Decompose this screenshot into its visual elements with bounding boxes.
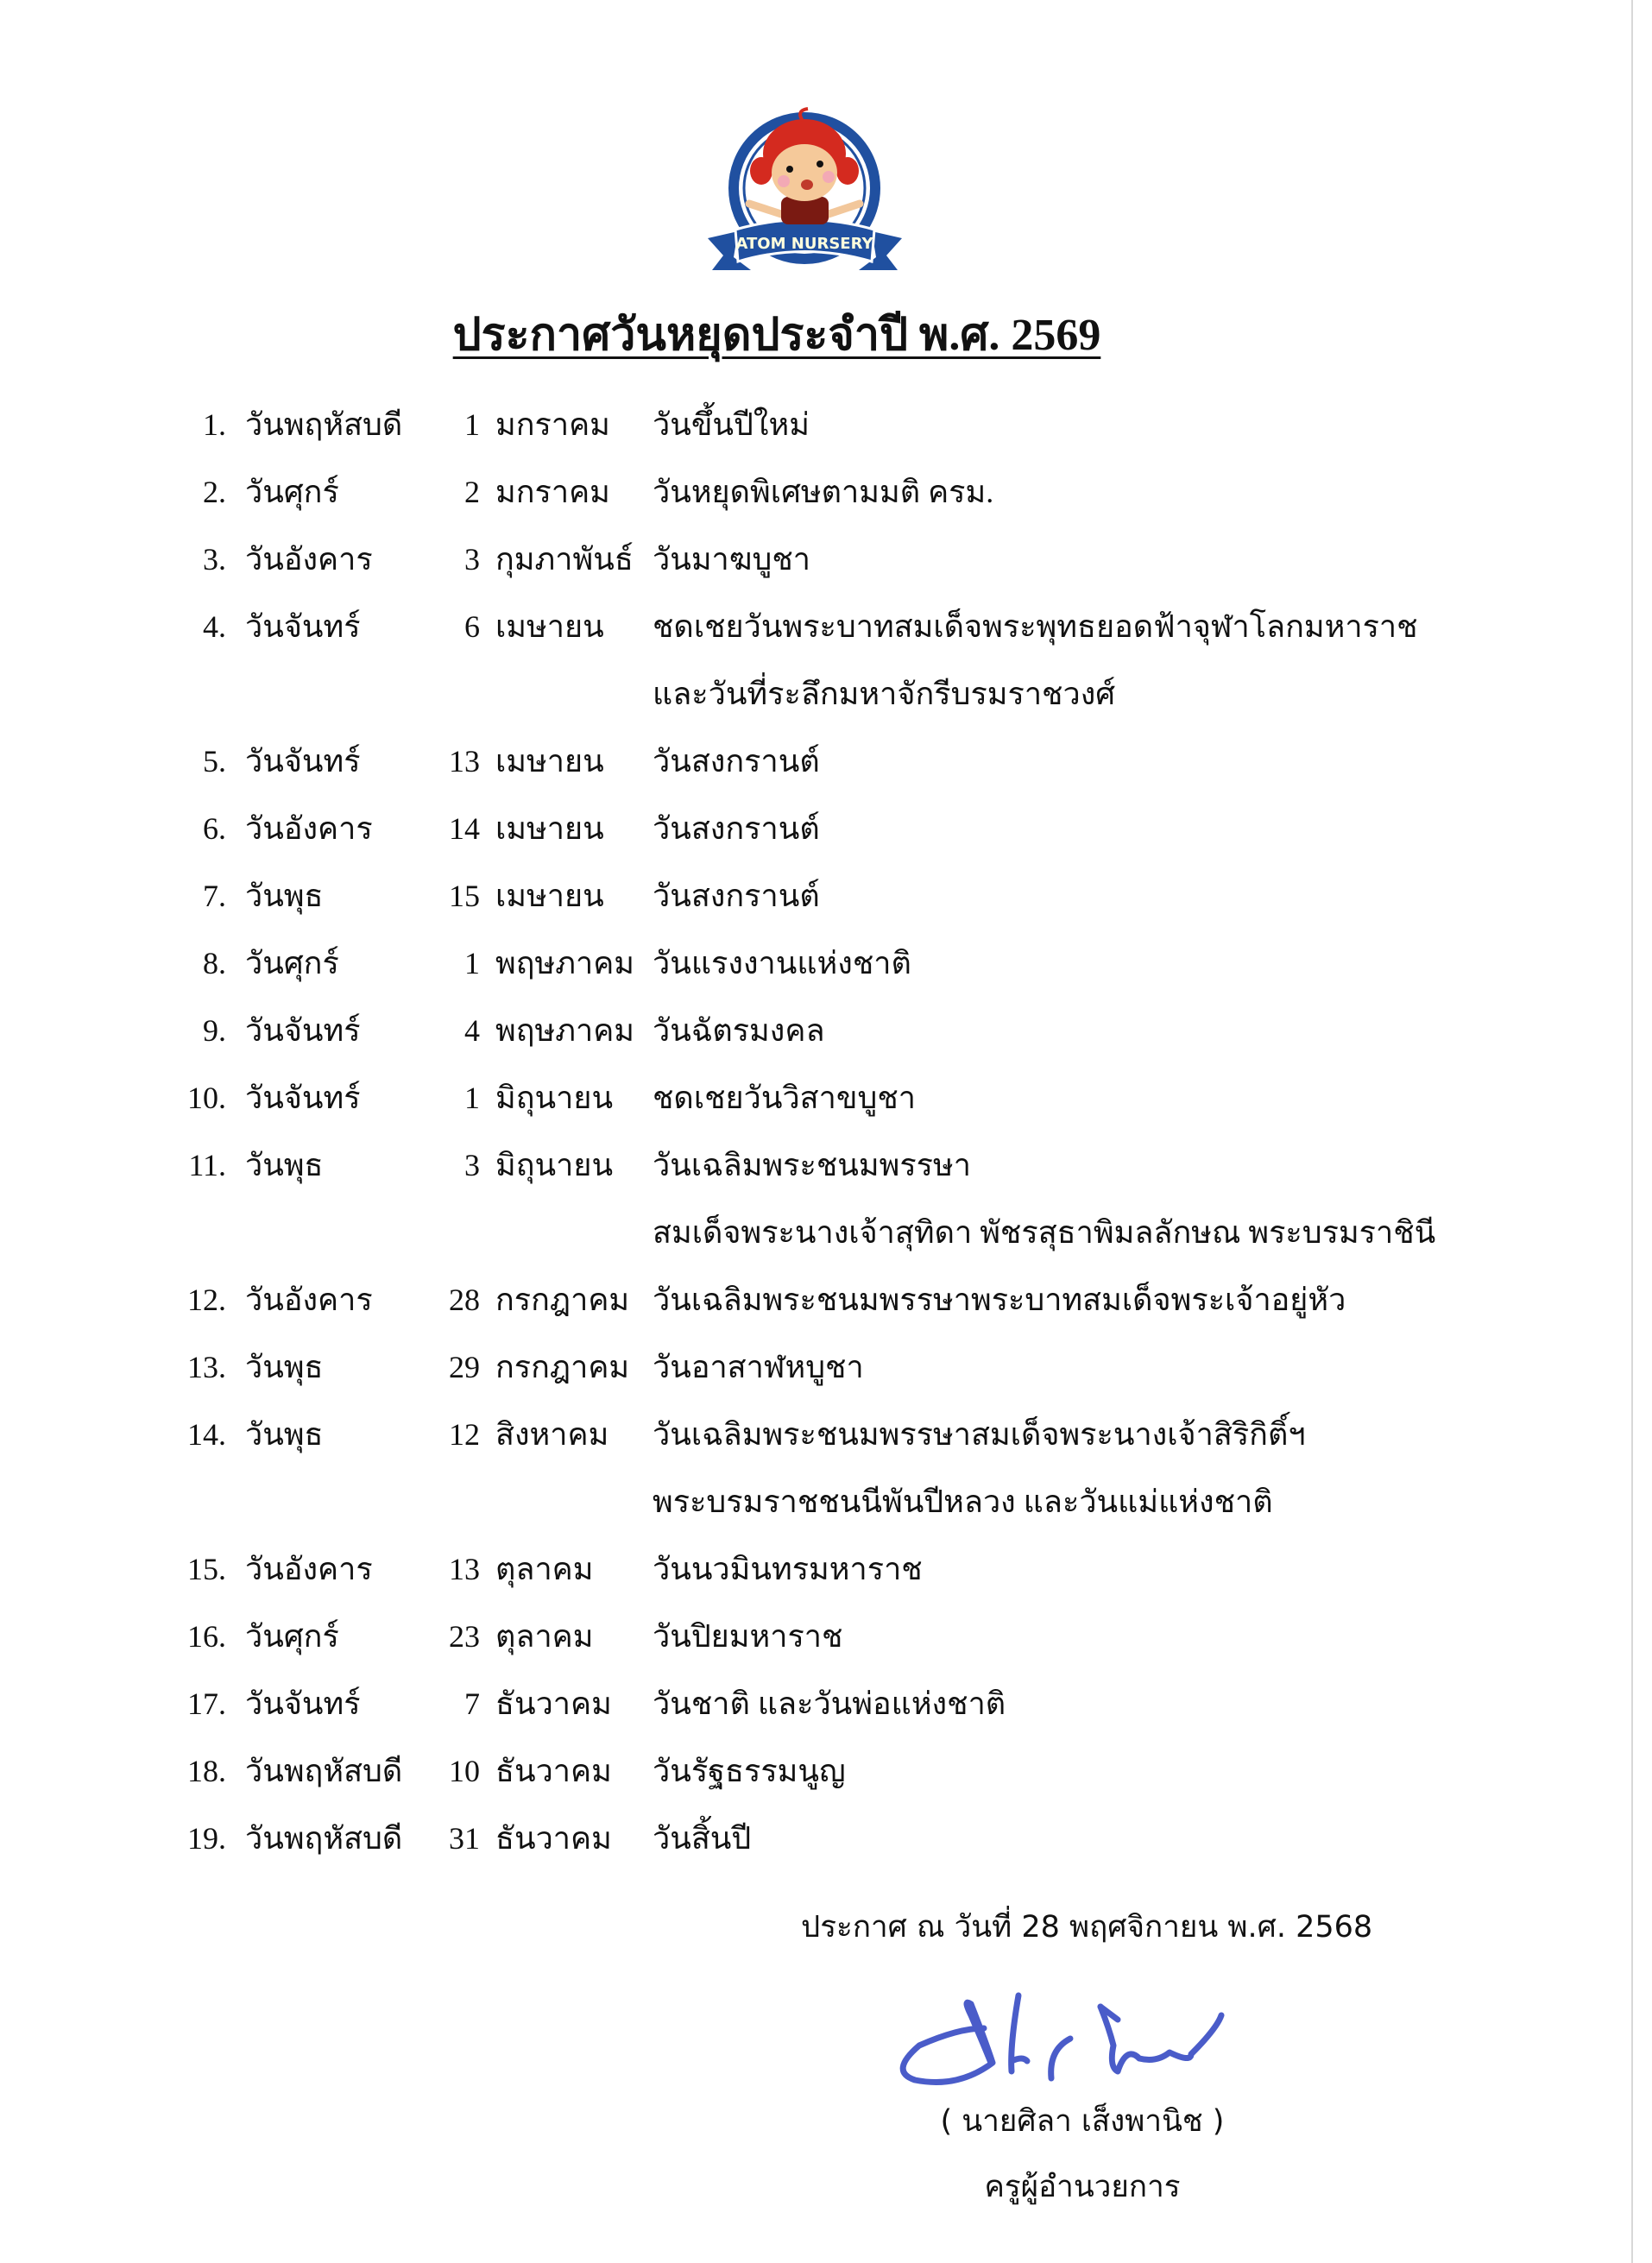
holiday-number: 10. (187, 1081, 226, 1115)
signer-name: ( นายศิลา เส็งพานิช ) (940, 2104, 1225, 2139)
holiday-description: วันสิ้นปี (653, 1821, 752, 1856)
holiday-date: 4 (464, 1013, 480, 1048)
holiday-description: วันปิยมหาราช (653, 1619, 843, 1654)
holiday-date: 13 (449, 1552, 480, 1586)
holiday-description: วันสงกรานต์ (653, 744, 820, 778)
holiday-row (0, 593, 1652, 660)
signature (863, 1976, 1312, 2097)
holiday-description: สมเด็จพระนางเจ้าสุทิดา พัชรสุธาพิมลลักษณ พระบรมราชินี (653, 1215, 1436, 1250)
holiday-date: 3 (464, 542, 480, 577)
holiday-month: ตุลาคม (495, 1552, 594, 1586)
holiday-description: วันขึ้นปีใหม่ (653, 407, 810, 442)
holiday-date: 10 (449, 1754, 480, 1788)
holiday-number: 8. (203, 946, 226, 980)
holiday-date: 6 (464, 609, 480, 644)
holiday-row (0, 1670, 1652, 1737)
holiday-description: วันแรงงานแห่งชาติ (653, 946, 911, 980)
holiday-date: 29 (449, 1350, 480, 1384)
holiday-date: 1 (464, 946, 480, 980)
holiday-number: 7. (203, 879, 226, 913)
holiday-weekday: วันจันทร์ (245, 1686, 361, 1721)
holiday-row (0, 526, 1652, 593)
holiday-weekday: วันพฤหัสบดี (245, 407, 403, 442)
holiday-weekday: วันพุธ (245, 1417, 324, 1452)
signer-position: ครูผู้อำนวยการ (984, 2170, 1181, 2204)
holiday-month: ธันวาคม (495, 1821, 612, 1856)
holiday-description: วันรัฐธรรมนูญ (653, 1754, 846, 1788)
holiday-row (0, 728, 1652, 795)
atom-nursery-logo (699, 102, 911, 283)
holiday-date: 23 (449, 1619, 480, 1654)
holiday-description: วันหยุดพิเศษตามมติ ครม. (653, 475, 994, 509)
holiday-row (0, 1401, 1652, 1468)
holiday-row-continuation (0, 1199, 1652, 1266)
holiday-description: วันเฉลิมพระชนมพรรษาสมเด็จพระนางเจ้าสิริกิติ์ฯ (653, 1417, 1306, 1452)
holiday-number: 2. (203, 475, 226, 509)
holiday-date: 13 (449, 744, 480, 778)
holiday-weekday: วันพฤหัสบดี (245, 1821, 403, 1856)
holiday-month: กุมภาพันธ์ (495, 542, 634, 577)
holiday-description: วันชาติ และวันพ่อแห่งชาติ (653, 1686, 1006, 1721)
holiday-date: 7 (464, 1686, 480, 1721)
holiday-description: ชดเชยวันวิสาขบูชา (653, 1081, 916, 1115)
page-title: ประกาศวันหยุดประจำปี พ.ศ. 2569 (452, 311, 1101, 360)
holiday-weekday: วันพุธ (245, 879, 324, 913)
holiday-number: 17. (187, 1686, 226, 1721)
holiday-row (0, 391, 1652, 458)
holiday-date: 1 (464, 407, 480, 442)
announcement-date: ประกาศ ณ วันที่ 28 พฤศจิกายน พ.ศ. 2568 (801, 1910, 1373, 1945)
holiday-row-continuation (0, 1468, 1652, 1535)
holiday-month: มกราคม (495, 407, 610, 442)
holiday-row (0, 795, 1652, 862)
holiday-number: 11. (188, 1148, 226, 1182)
holiday-date: 2 (464, 475, 480, 509)
holiday-description: วันสงกรานต์ (653, 879, 820, 913)
holiday-weekday: วันจันทร์ (245, 1013, 361, 1048)
holiday-month: เมษายน (495, 811, 604, 846)
holiday-date: 15 (449, 879, 480, 913)
holiday-row (0, 1266, 1652, 1333)
holiday-month: ตุลาคม (495, 1619, 594, 1654)
holiday-number: 13. (187, 1350, 226, 1384)
holiday-month: เมษายน (495, 744, 604, 778)
holiday-description: และวันที่ระลึกมหาจักรีบรมราชวงศ์ (653, 677, 1116, 711)
holiday-weekday: วันศุกร์ (245, 475, 339, 509)
holiday-number: 16. (187, 1619, 226, 1654)
holiday-row (0, 862, 1652, 930)
holiday-description: วันสงกรานต์ (653, 811, 820, 846)
holiday-description: พระบรมราชชนนีพันปีหลวง และวันแม่แห่งชาติ (653, 1485, 1273, 1519)
holiday-date: 3 (464, 1148, 480, 1182)
holiday-description: วันเฉลิมพระชนมพรรษาพระบาทสมเด็จพระเจ้าอยู่หัว (653, 1283, 1346, 1317)
holiday-month: เมษายน (495, 879, 604, 913)
holiday-weekday: วันศุกร์ (245, 946, 339, 980)
holiday-month: มิถุนายน (495, 1148, 614, 1182)
holiday-weekday: วันพุธ (245, 1350, 324, 1384)
holiday-number: 19. (187, 1821, 226, 1856)
holiday-month: สิงหาคม (495, 1417, 609, 1452)
holiday-date: 12 (449, 1417, 480, 1452)
holiday-number: 4. (203, 609, 226, 644)
holiday-row-continuation (0, 660, 1652, 728)
holiday-number: 1. (203, 407, 226, 442)
holiday-weekday: วันจันทร์ (245, 609, 361, 644)
holiday-row (0, 1132, 1652, 1199)
holiday-row (0, 930, 1652, 997)
holiday-weekday: วันอังคาร (245, 811, 373, 846)
holiday-description: ชดเชยวันพระบาทสมเด็จพระพุทธยอดฟ้าจุฬาโลกมหาราช (653, 609, 1418, 644)
holiday-description: วันฉัตรมงคล (653, 1013, 825, 1048)
holiday-description: วันนวมินทรมหาราช (653, 1552, 923, 1586)
holiday-month: มกราคม (495, 475, 610, 509)
holiday-description: วันเฉลิมพระชนมพรรษา (653, 1148, 971, 1182)
logo-text: ATOM NURSERY (735, 235, 873, 253)
holiday-number: 6. (203, 811, 226, 846)
holiday-month: กรกฎาคม (495, 1283, 630, 1317)
holiday-number: 18. (187, 1754, 226, 1788)
holiday-number: 9. (203, 1013, 226, 1048)
holiday-month: ธันวาคม (495, 1754, 612, 1788)
holiday-row (0, 1603, 1652, 1670)
holiday-weekday: วันศุกร์ (245, 1619, 339, 1654)
holiday-weekday: วันอังคาร (245, 542, 373, 577)
holiday-row (0, 997, 1652, 1064)
holiday-month: ธันวาคม (495, 1686, 612, 1721)
holiday-description: วันมาฆบูชา (653, 542, 810, 577)
holiday-number: 12. (187, 1283, 226, 1317)
holiday-number: 14. (187, 1417, 226, 1452)
holiday-month: มิถุนายน (495, 1081, 614, 1115)
holiday-row (0, 458, 1652, 526)
holiday-month: กรกฎาคม (495, 1350, 630, 1384)
holiday-date: 1 (464, 1081, 480, 1115)
holiday-date: 28 (449, 1283, 480, 1317)
holiday-weekday: วันจันทร์ (245, 744, 361, 778)
holiday-row (0, 1535, 1652, 1603)
holiday-weekday: วันพฤหัสบดี (245, 1754, 403, 1788)
holiday-date: 31 (449, 1821, 480, 1856)
holiday-month: พฤษภาคม (495, 1013, 635, 1048)
holiday-number: 3. (203, 542, 226, 577)
holiday-number: 5. (203, 744, 226, 778)
holiday-month: เมษายน (495, 609, 604, 644)
holiday-row (0, 1064, 1652, 1132)
holiday-month: พฤษภาคม (495, 946, 635, 980)
holiday-weekday: วันพุธ (245, 1148, 324, 1182)
holiday-number: 15. (187, 1552, 226, 1586)
holiday-date: 14 (449, 811, 480, 846)
holiday-weekday: วันอังคาร (245, 1283, 373, 1317)
holiday-list (0, 391, 1652, 1872)
holiday-description: วันอาสาฬหบูชา (653, 1350, 864, 1384)
holiday-row (0, 1333, 1652, 1401)
holiday-row (0, 1805, 1652, 1872)
holiday-weekday: วันอังคาร (245, 1552, 373, 1586)
holiday-row (0, 1737, 1652, 1805)
holiday-weekday: วันจันทร์ (245, 1081, 361, 1115)
